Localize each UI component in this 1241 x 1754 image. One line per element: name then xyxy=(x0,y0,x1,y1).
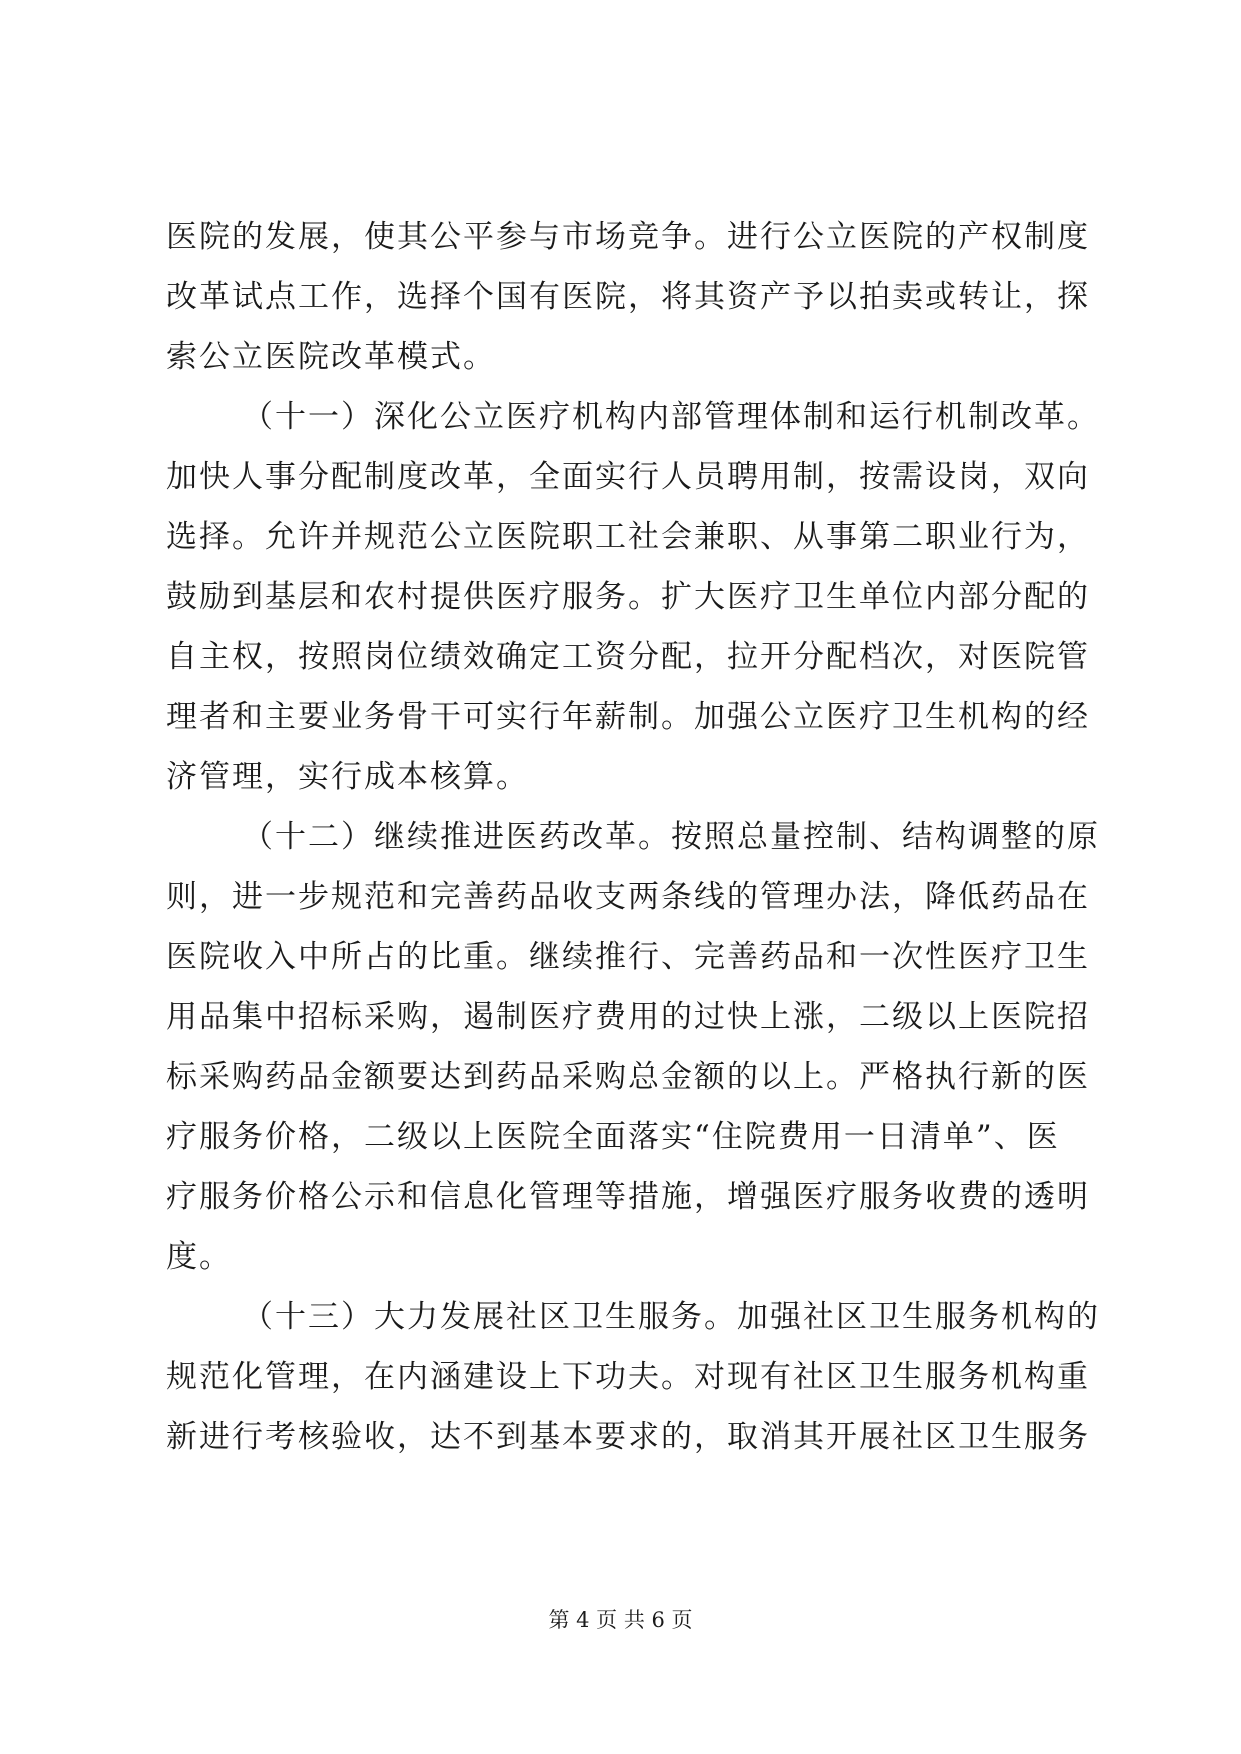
section-heading-line: （十二）继续推进医药改革。按照总量控制、结构调整的原 xyxy=(242,819,1100,855)
text-line: 规范化管理，在内涵建设上下功夫。对现有社区卫生服务机构重 xyxy=(166,1359,1090,1395)
page-number-footer: 第 4 页 共 6 页 xyxy=(548,1608,693,1632)
body-text xyxy=(166,207,1100,1467)
text-line: 用品集中招标采购，遏制医疗费用的过快上涨，二级以上医院招 xyxy=(166,999,1090,1035)
text-line: 标采购药品金额要达到药品采购总金额的以上。严格执行新的医 xyxy=(166,1059,1090,1095)
text-line: 则，进一步规范和完善药品收支两条线的管理办法，降低药品在 xyxy=(166,879,1090,915)
text-line: 理者和主要业务骨干可实行年薪制。加强公立医疗卫生机构的经 xyxy=(166,699,1090,735)
text-line: 疗服务价格公示和信息化管理等措施，增强医疗服务收费的透明 xyxy=(166,1179,1090,1215)
text-line: 疗服务价格，二级以上医院全面落实“住院费用一日清单”、医 xyxy=(166,1119,1060,1155)
text-line: 加快人事分配制度改革，全面实行人员聘用制，按需设岗，双向 xyxy=(166,459,1090,495)
text-line: 济管理，实行成本核算。 xyxy=(166,759,529,795)
text-line: 鼓励到基层和农村提供医疗服务。扩大医疗卫生单位内部分配的 xyxy=(166,579,1090,615)
section-heading-line: （十一）深化公立医疗机构内部管理体制和运行机制改革。 xyxy=(242,399,1100,435)
text-line: 医院收入中所占的比重。继续推行、完善药品和一次性医疗卫生 xyxy=(166,939,1090,975)
text-line: 改革试点工作，选择个国有医院，将其资产予以拍卖或转让，探 xyxy=(166,279,1090,315)
text-line: 医院的发展，使其公平参与市场竞争。进行公立医院的产权制度 xyxy=(166,219,1090,255)
section-heading-line: （十三）大力发展社区卫生服务。加强社区卫生服务机构的 xyxy=(242,1299,1100,1335)
text-line: 度。 xyxy=(166,1239,232,1275)
text-line: 自主权，按照岗位绩效确定工资分配，拉开分配档次，对医院管 xyxy=(166,639,1090,675)
text-line: 选择。允许并规范公立医院职工社会兼职、从事第二职业行为， xyxy=(166,519,1090,555)
text-line: 新进行考核验收，达不到基本要求的，取消其开展社区卫生服务 xyxy=(166,1419,1090,1455)
text-line: 索公立医院改革模式。 xyxy=(166,339,496,375)
